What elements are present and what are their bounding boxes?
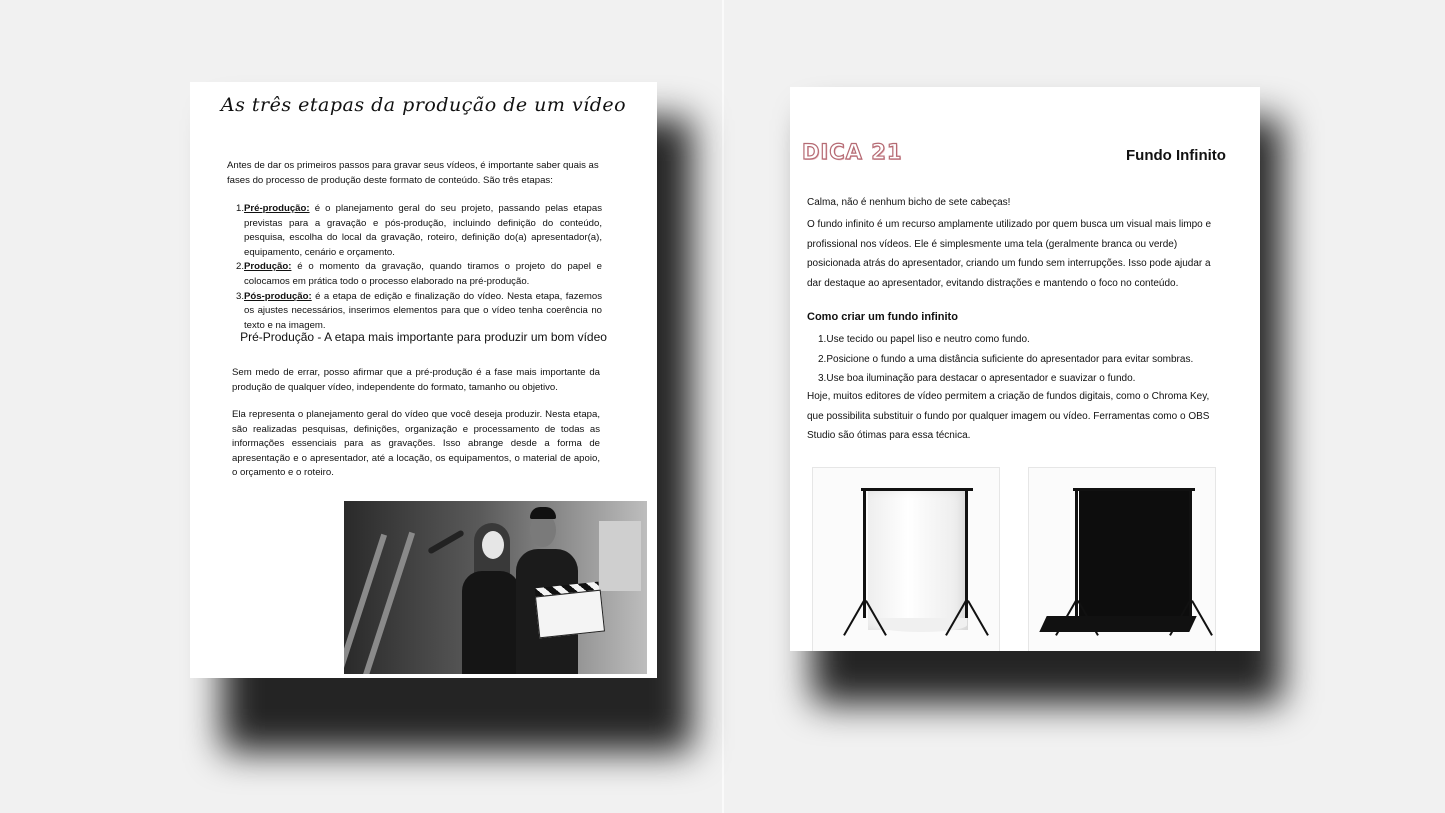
man-hair bbox=[530, 507, 556, 519]
woman-figure bbox=[462, 571, 520, 674]
list-number: 1. bbox=[818, 334, 827, 345]
list-item bbox=[818, 350, 1193, 370]
step-term: Produção: bbox=[244, 261, 292, 273]
stand-leg bbox=[843, 600, 865, 636]
howto-list bbox=[818, 330, 1193, 389]
right-page bbox=[790, 87, 1260, 651]
step-text: é o planejamento geral do seu projeto, passando pelas etapas previstas para a gravação e pós-produção, incluindo definição do conteúdo, pesquisa, escolha do local da gravação, roteiro, definição do(a) apresentador(a), equipamento, cenário e orçamento. bbox=[244, 203, 602, 258]
clapperboard bbox=[535, 590, 605, 639]
stand-pole bbox=[863, 488, 866, 618]
stand-pole bbox=[1189, 488, 1192, 618]
film-crew-photo bbox=[344, 501, 647, 674]
left-page bbox=[190, 82, 657, 678]
spread-divider bbox=[722, 0, 724, 813]
stand-pole bbox=[965, 488, 968, 618]
list-item bbox=[818, 369, 1193, 389]
section-subtitle: Pré-Produção - A etapa mais importante para produzir um bom vídeo bbox=[240, 330, 607, 344]
list-text: Posicione o fundo a uma distância suficiente do apresentador para evitar sombras. bbox=[826, 353, 1194, 365]
stand-pole bbox=[1075, 488, 1078, 618]
body-paragraph: Sem medo de errar, posso afirmar que a pré-produção é a fase mais importante da produção de qualquer vídeo, independente do formato, tamanho ou objetivo. bbox=[232, 367, 600, 393]
photo-window bbox=[599, 521, 641, 591]
list-item bbox=[236, 260, 602, 289]
crossbar bbox=[1073, 488, 1195, 491]
stand-leg bbox=[967, 600, 989, 636]
list-text: Use tecido ou papel liso e neutro como fundo. bbox=[826, 334, 1030, 345]
section-heading: Como criar um fundo infinito bbox=[807, 311, 958, 323]
black-backdrop-sheet bbox=[1079, 490, 1189, 618]
step-text: é o momento da gravação, quando tiramos o projeto do papel e colocamos em prática todo o processo elaborado na pré-produção. bbox=[244, 261, 602, 287]
body-paragraph: Ela representa o planejamento geral do vídeo que você deseja produzir. Nesta etapa, são realizadas pesquisas, definições, organização e processamento de todas as informações essenciais para as gravações. Isso abrange desde a forma de apresentação e o apresentador, até a locação, os equipamentos, o material de apoio, o orçamento e o roteiro. bbox=[232, 409, 600, 479]
woman-face bbox=[482, 531, 504, 559]
list-number: 3. bbox=[236, 290, 245, 302]
tip-title: Fundo Infinito bbox=[1126, 147, 1226, 164]
body-paragraph: Hoje, muitos editores de vídeo permitem a criação de fundos digitais, como o Chroma Key, que possibilita substituir o fundo por qualquer imagem ou vídeo. Ferramentas como o OBS Studio são ótimas para essa técnica. bbox=[807, 391, 1210, 441]
white-backdrop-sheet bbox=[868, 490, 968, 630]
white-backdrop-photo bbox=[812, 467, 1000, 651]
step-text: é a etapa de edição e finalização do vídeo. Nesta etapa, fazemos os ajustes necessários, inserimos elementos para que o vídeo tenha coerência no texto e na imagem. bbox=[244, 290, 602, 331]
crossbar bbox=[861, 488, 973, 491]
list-item bbox=[236, 202, 602, 260]
list-number: 1. bbox=[236, 203, 245, 214]
production-steps-list bbox=[236, 202, 602, 333]
black-backdrop-photo bbox=[1028, 467, 1216, 651]
step-term: Pré-produção: bbox=[244, 203, 310, 214]
list-text: Use boa iluminação para destacar o apresentador e suavizar o fundo. bbox=[826, 373, 1136, 384]
list-number: 2. bbox=[818, 353, 827, 365]
tip-number: DICA 21 bbox=[802, 140, 903, 164]
list-item bbox=[236, 290, 602, 334]
list-number: 3. bbox=[818, 373, 827, 384]
step-term: Pós-produção: bbox=[244, 290, 312, 302]
list-item bbox=[818, 330, 1193, 350]
page-title: As três etapas da produção de um vídeo bbox=[220, 94, 627, 116]
intro-paragraph: Antes de dar os primeiros passos para gravar seus vídeos, é importante saber quais as fases do processo de produção deste formato de conteúdo. São três etapas: bbox=[227, 160, 599, 186]
lead-sentence: Calma, não é nenhum bicho de sete cabeças! bbox=[807, 197, 1011, 208]
list-number: 2. bbox=[236, 261, 245, 273]
body-paragraph: O fundo infinito é um recurso amplamente utilizado por quem busca um visual mais limpo e profissional nos vídeos. Ele é simplesmente uma tela (geralmente branca ou verde) posicionada atrás do apresentador, criando um fundo sem interrupções. Isso pode ajudar a dar destaque ao apresentador, evitando distrações e mantendo o foco no conteúdo. bbox=[807, 219, 1212, 289]
